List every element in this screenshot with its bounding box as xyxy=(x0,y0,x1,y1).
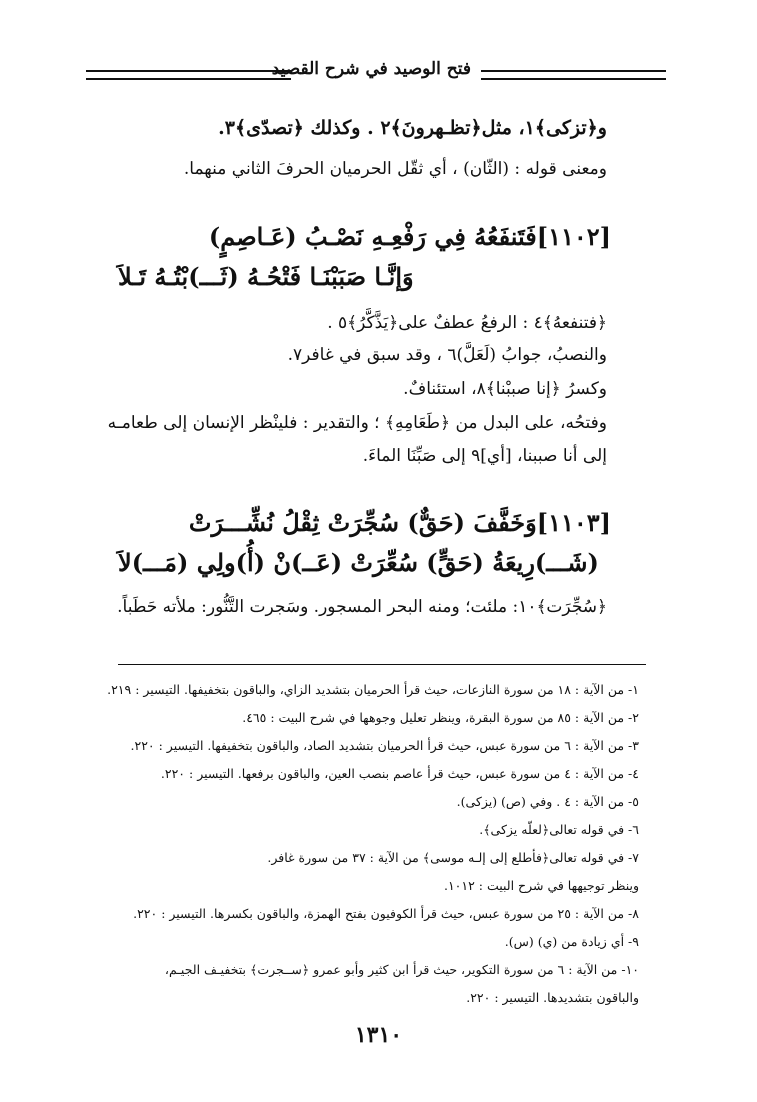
body-line-6: وفتحُه، على البدل من ﴿طَعَامِهِ﴾ ؛ والتقدير : فلينْظر الإنسان إلى طعامـه xyxy=(107,413,607,433)
body-line-3: ﴿فتنفعهُ﴾٤ : الرفعُ عطفٌ على﴿يَذَّكَّرُ﴾٥ . xyxy=(327,313,607,333)
verse-1102-second-hemistich: وَإنَّـا صَبَبْنَـا فَتْحُـهُ (ثَـــ)بْتُـهُ تَـلاَ xyxy=(118,262,414,291)
footnote-separator xyxy=(118,664,646,665)
body-line-1: و﴿تزكى﴾١، مثل﴿تظـهرونَ﴾٢ . وكذلك ﴿تصدّى﴾٣. xyxy=(218,117,607,139)
footnote-3: ٣- من الآية : ٦ من سورة عبس، حيث قرأ الحرميان بتشديد الصاد، والباقون بتخفيفها. التيسير : ٢٢٠. xyxy=(130,738,639,753)
verse-1103-second-hemistich: (شَـــ)رِيعَةُ (حَقٍّ) سُعِّرَتْ (عَــ)نْ (أُ)ولِي (مَـــ)لاَ xyxy=(118,548,599,577)
body-line-2: ومعنى قوله : (الثّان) ، أي ثقّل الحرميان الحرفَ الثاني منهما. xyxy=(183,159,607,179)
footnote-7-continued: وينظر توجيهها في شرح البيت : ١٠١٢. xyxy=(443,878,639,893)
body-line-4: والنصبُ، جوابُ (لَعَلَّ)٦ ، وقد سبق في غافر٧. xyxy=(287,345,607,365)
header-rule-right xyxy=(481,70,666,80)
verse-1102-first-hemistich: [١١٠٢]فَتَنفَعُهُ فِي رَفْعِـهِ نَصْـبُ (عَـاصِمٍ) xyxy=(208,222,611,251)
footnote-4: ٤- من الآية : ٤ من سورة عبس، حيث قرأ عاصم بنصب العين، والباقون برفعها. التيسير : ٢٢٠. xyxy=(160,766,639,781)
footnote-10: ١٠- من الآية : ٦ من سورة التكوير، حيث قرأ ابن كثير وأبو عمرو ﴿ســجرت﴾ بتخفيـف الجيـم، xyxy=(164,962,639,977)
footnote-5: ٥- من الآية : ٤ . وفي (ص) (يزكى). xyxy=(456,794,639,809)
header-title: فتح الوصيد في شرح القصيد xyxy=(271,59,471,79)
footnote-9: ٩- أي زيادة من (ي) (س). xyxy=(504,934,639,949)
footnote-6: ٦- في قوله تعالى﴿لعلّه يزكى﴾. xyxy=(479,822,639,837)
footnote-10-continued: والباقون بتشديدها. التيسير : ٢٢٠. xyxy=(466,990,639,1005)
body-line-8: ﴿سُجِّرَت﴾١٠: ملئت؛ ومنه البحر المسجور. وسَجرت التَّنُّور: ملأته حَطَباً. xyxy=(117,597,607,617)
footnote-1: ١- من الآية : ١٨ من سورة النازعات، حيث قرأ الحرميان بتشديد الزاي، والباقون بتخفيفها. التيسير : ٢١٩. xyxy=(107,682,639,697)
footnote-2: ٢- من الآية : ٨٥ من سورة البقرة، وينظر تعليل وجوهها في شرح البيت : ٤٦٥. xyxy=(242,710,639,725)
body-line-5: وكسرُ ﴿إنا صببْنا﴾٨، استئنافٌ. xyxy=(403,379,607,399)
body-line-7: إلى أنا صببنا، [أي]٩ إلى صَبِّنَا الماءَ. xyxy=(362,446,607,466)
page-number: ١٣١٠ xyxy=(354,1022,403,1048)
footnote-7: ٧- في قوله تعالى﴿فأطلع إلى إلـه موسى﴾ من الآية : ٣٧ من سورة غافر. xyxy=(267,850,639,865)
running-header xyxy=(86,58,666,86)
header-rule-left xyxy=(86,70,291,80)
footnote-8: ٨- من الآية : ٢٥ من سورة عبس، حيث قرأ الكوفيون بفتح الهمزة، والباقون بكسرها. التيسير : ٢٢٠. xyxy=(133,906,639,921)
verse-1103-first-hemistich: [١١٠٣]وَخَفَّفَ (حَقٌّ) سُجِّرَتْ ثِقْلُ نُشِّـــرَتْ xyxy=(188,508,611,537)
